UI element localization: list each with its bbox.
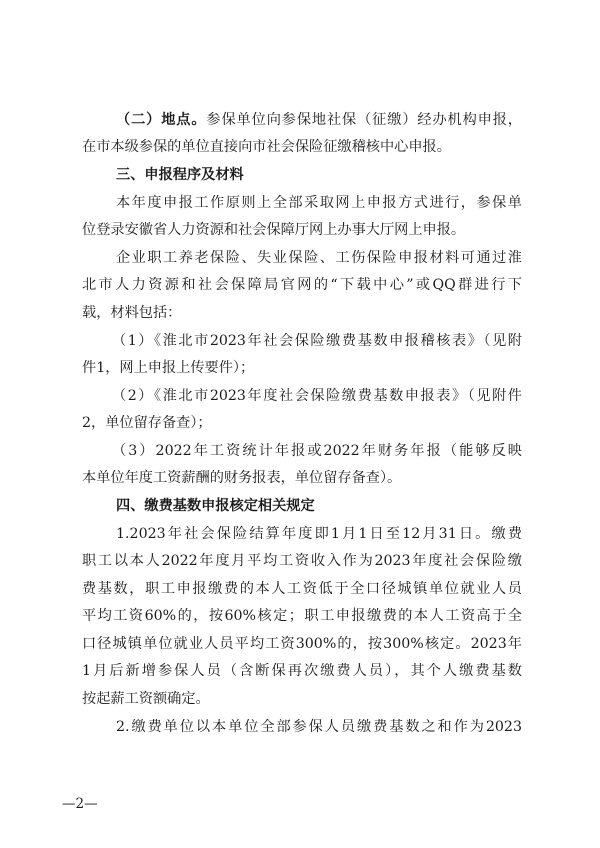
rule-1-line-1: 1.2023年社会保险结算年度即1月1日至12月31日。缴费 (116, 526, 522, 542)
section-3-paragraph-1-line-2: 位登录安徽省人力资源和社会保障厅网上办事大厅网上申报。 (82, 222, 466, 238)
rule-1-line-6: 1月后新增参保人员（含断保再次缴费人员），其个人缴费基数 (82, 663, 522, 679)
materials-item-2-line-2: 2，单位留存备查）； (82, 415, 212, 431)
rule-1-line-4: 平均工资60%的，按60%核定；职工申报缴费的本人工资高于全 (82, 608, 522, 624)
section-3-paragraph-2-line-3: 载，材料包括： (82, 305, 182, 321)
rule-2-line-1: 2.缴费单位以本单位全部参保人员缴费基数之和作为2023 (116, 719, 522, 735)
section-3-paragraph-2-line-1: 企业职工养老保险、失业保险、工伤保险申报材料可通过淮 (116, 250, 522, 266)
location-line-2: 在市本级参保的单位直接向市社会保险征缴稽核中心申报。 (82, 139, 451, 155)
materials-item-2-line-1: （2）《淮北市2023年度社会保险缴费基数申报表》（见附件 (112, 388, 522, 404)
page-number: —2— (62, 796, 98, 812)
rule-1-line-5: 口径城镇单位就业人员平均工资300%的，按300%核定。2023年 (82, 636, 522, 652)
materials-item-1-line-2: 件1，网上申报上传要件）； (82, 360, 255, 376)
materials-item-1-line-1: （1）《淮北市2023年社会保险缴费基数申报稽核表》（见附 (112, 333, 522, 349)
section-4-heading: 四、缴费基数申报核定相关规定 (116, 498, 315, 514)
materials-item-3-line-2: 本单位年度工资薪酬的财务报表，单位留存备查）。 (82, 470, 402, 486)
rule-1-line-3: 费基数，职工申报缴费的本人工资低于全口径城镇单位就业人员 (82, 581, 522, 597)
section-3-paragraph-1-line-1: 本年度申报工作原则上全部采取网上申报方式进行，参保单 (116, 195, 522, 211)
section-3-paragraph-2-line-2: 北市人力资源和社会保障局官网的“下载中心”或QQ群进行下 (82, 277, 522, 293)
location-line-1 (116, 110, 522, 130)
section-3-heading: 三、申报程序及材料 (116, 167, 244, 183)
rule-1-line-2: 职工以本人2022年度月平均工资收入作为2023年度社会保险缴 (82, 553, 522, 569)
materials-item-3-line-1: （3）2022年工资统计年报或2022年财务年报（能够反映 (112, 443, 522, 459)
rule-1-line-7: 按起薪工资额确定。 (82, 691, 210, 707)
location-label: （二）地点。 (116, 112, 207, 128)
location-text: 参保单位向参保地社保（征缴）经办机构申报， (206, 112, 522, 128)
